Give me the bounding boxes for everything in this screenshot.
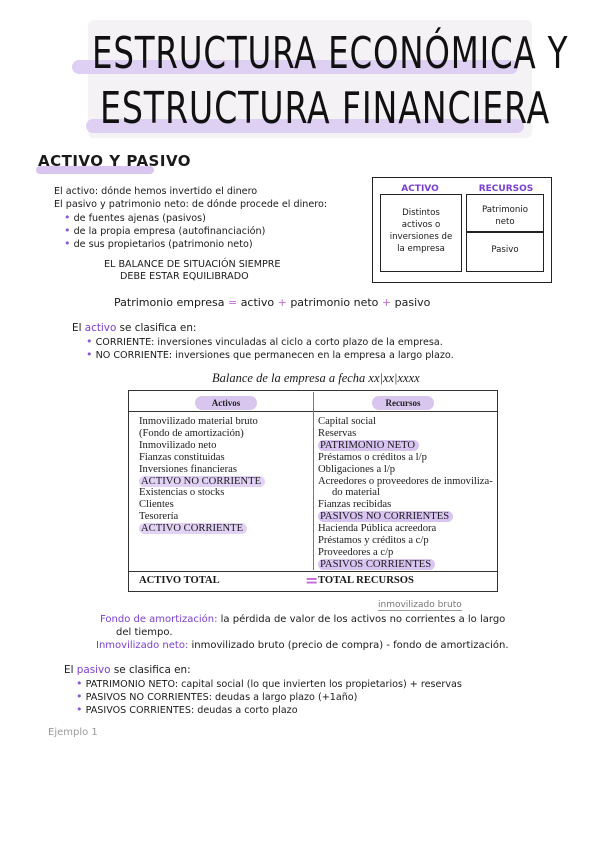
lead-word-activo: activo (84, 322, 117, 334)
intro-activo: El activo: dónde hemos invertido el dinero (54, 186, 258, 197)
title-line-2: ESTRUCTURA FINANCIERA (100, 83, 551, 134)
fondo-text: la pérdida de valor de los activos no corrientes a lo largo (220, 614, 506, 625)
formula-left: Patrimonio empresa (114, 296, 225, 309)
balance-left-column (139, 416, 265, 535)
activo-total: ACTIVO TOTAL (139, 575, 220, 586)
recursos-header: Recursos (372, 396, 434, 410)
pasivos-no-corrientes: PASIVOS NO CORRIENTES (318, 511, 453, 522)
diagram-patrimonio-line: Patrimonio (481, 205, 529, 215)
bullet-dot: • (76, 703, 83, 716)
balance-right-row-total (318, 559, 493, 571)
diagram-activo-line: la empresa (397, 244, 445, 254)
balance-right-row-total (318, 440, 493, 452)
formula (114, 296, 430, 309)
pasivo-item-no-corrientes (76, 690, 357, 703)
balance-right-row: Acreedores o proveedores de inmoviliza- (318, 475, 493, 487)
diagram-patrimonio-text (466, 204, 544, 228)
formula-plus-1: + (277, 296, 287, 309)
balance-equals: = (305, 571, 319, 590)
activo-item-no-corriente (86, 348, 454, 361)
diagram-pasivo-text: Pasivo (491, 245, 519, 255)
balance-left-row: Existencias o stocks (139, 487, 225, 499)
lead-pre: El (64, 664, 77, 676)
balance-center-rule (313, 392, 314, 570)
balance-right-row: Hacienda Pública acreedora (318, 523, 437, 535)
inmov-text: inmovilizado bruto (precio de compra) - fondo de amortización. (191, 640, 509, 651)
patrimonio-neto: PATRIMONIO NETO (318, 440, 419, 451)
intro-bullet-text: de la propia empresa (autofinanciación) (73, 226, 266, 237)
total-recursos: TOTAL RECURSOS (318, 575, 414, 586)
inmov-bruto-tag: inmovilizado bruto (378, 600, 462, 610)
balance-left-row-total (139, 476, 265, 488)
balance-left-row: Fianzas constituidas (139, 451, 225, 463)
balance-right-row: do material (332, 487, 380, 499)
diagram-activo-line: activos o (401, 220, 441, 230)
fondo-label: Fondo de amortización: (100, 614, 218, 625)
diagram-patrimonio-line: neto (495, 217, 515, 227)
balance-right-row: Reservas (318, 427, 357, 439)
formula-activo: activo (240, 296, 275, 309)
inmov-neto-note (96, 640, 509, 651)
pasivo-item-patrimonio (76, 677, 462, 690)
pasivo-item-text: PASIVOS NO CORRIENTES: deudas a largo plazo (+1año) (85, 692, 358, 703)
intro-bullet-1 (64, 211, 206, 224)
diagram-activo-line: Distintos (402, 208, 440, 218)
activo-corriente: ACTIVO CORRIENTE (139, 523, 247, 534)
activo-item-text: CORRIENTE: inversiones vinculadas al ciclo a corto plazo de la empresa. (95, 337, 443, 348)
intro-bullet-text: de fuentes ajenas (pasivos) (73, 213, 206, 224)
fondo-note (100, 614, 505, 625)
intro-bullet-2 (64, 224, 265, 237)
intro-pasivo: El pasivo y patrimonio neto: de dónde procede el dinero: (54, 199, 328, 210)
balance-right-row: Fianzas recibidas (318, 499, 392, 511)
activo-item-text: NO CORRIENTE: inversiones que permanecen en la empresa a largo plazo. (95, 350, 454, 361)
balance-left-row: Inmovilizado material bruto (139, 416, 258, 427)
activos-header: Activos (195, 396, 257, 410)
bullet-dot: • (86, 335, 93, 348)
bullet-dot: • (64, 224, 71, 237)
lead-pre: El (72, 322, 85, 334)
inmov-label: Inmovilizado neto: (96, 640, 189, 651)
bullet-dot: • (64, 211, 71, 224)
formula-patrimonio: patrimonio neto (290, 296, 379, 309)
balance-right-row-total (318, 511, 493, 523)
balance-left-row-total (139, 523, 265, 535)
pasivos-corrientes: PASIVOS CORRIENTES (318, 559, 435, 570)
balance-title: Balance de la empresa a fecha xx|xx|xxxx (212, 371, 420, 385)
bullet-dot: • (86, 348, 93, 361)
activo-item-corriente (86, 335, 443, 348)
formula-plus-2: + (381, 296, 392, 309)
balance-note-1: EL BALANCE DE SITUACIÓN SIEMPRE (104, 259, 281, 270)
diagram-activo-label: ACTIVO (401, 184, 439, 194)
fondo-note-2: del tiempo. (116, 627, 173, 638)
pasivo-item-text: PATRIMONIO NETO: capital social (lo que invierten los propietarios) + reservas (85, 679, 462, 690)
balance-right-row: Préstamos y créditos a c/p (318, 535, 429, 547)
diagram-activo-text (381, 207, 461, 255)
balance-left-row: (Fondo de amortización) (139, 427, 244, 439)
title-line-1: ESTRUCTURA ECONÓMICA Y (92, 28, 569, 79)
formula-pasivo: pasivo (394, 296, 431, 309)
lead-post: se clasifica en: (116, 322, 197, 334)
activo-clasif-lead (72, 322, 196, 334)
balance-left-row: Clientes (139, 499, 174, 511)
balance-right-row: Capital social (318, 416, 376, 427)
balance-right-row: Obligaciones a l/p (318, 463, 396, 475)
balance-left-row: Inmovilizado neto (139, 439, 217, 451)
balance-note-2: DEBE ESTAR EQUILIBRADO (120, 271, 249, 282)
section-heading: ACTIVO Y PASIVO (38, 152, 192, 170)
diagram-activo-line: inversiones de (389, 232, 453, 242)
bullet-dot: • (76, 677, 83, 690)
diagram-divider (466, 231, 544, 233)
balance-left-row: Inversiones financieras (139, 463, 237, 475)
activo-no-corriente: ACTIVO NO CORRIENTE (139, 476, 265, 487)
bullet-dot: • (76, 690, 83, 703)
balance-right-row: Préstamos o créditos a l/p (318, 451, 427, 463)
pasivo-item-corrientes (76, 703, 298, 716)
bullet-dot: • (64, 237, 71, 250)
pasivo-clasif-lead (64, 664, 191, 676)
balance-right-column (318, 416, 493, 571)
example-label: Ejemplo 1 (48, 727, 98, 738)
intro-bullet-text: de sus propietarios (patrimonio neto) (73, 239, 253, 250)
formula-equals: = (227, 296, 238, 309)
lead-post: se clasifica en: (110, 664, 191, 676)
pasivo-item-text: PASIVOS CORRIENTES: deudas a corto plazo (85, 705, 298, 716)
diagram-recursos-label: RECURSOS (478, 184, 534, 194)
balance-right-row: Proveedores a c/p (318, 546, 394, 558)
intro-bullet-3 (64, 237, 253, 250)
balance-left-row: Tesorería (139, 511, 179, 523)
lead-word-pasivo: pasivo (76, 664, 111, 676)
